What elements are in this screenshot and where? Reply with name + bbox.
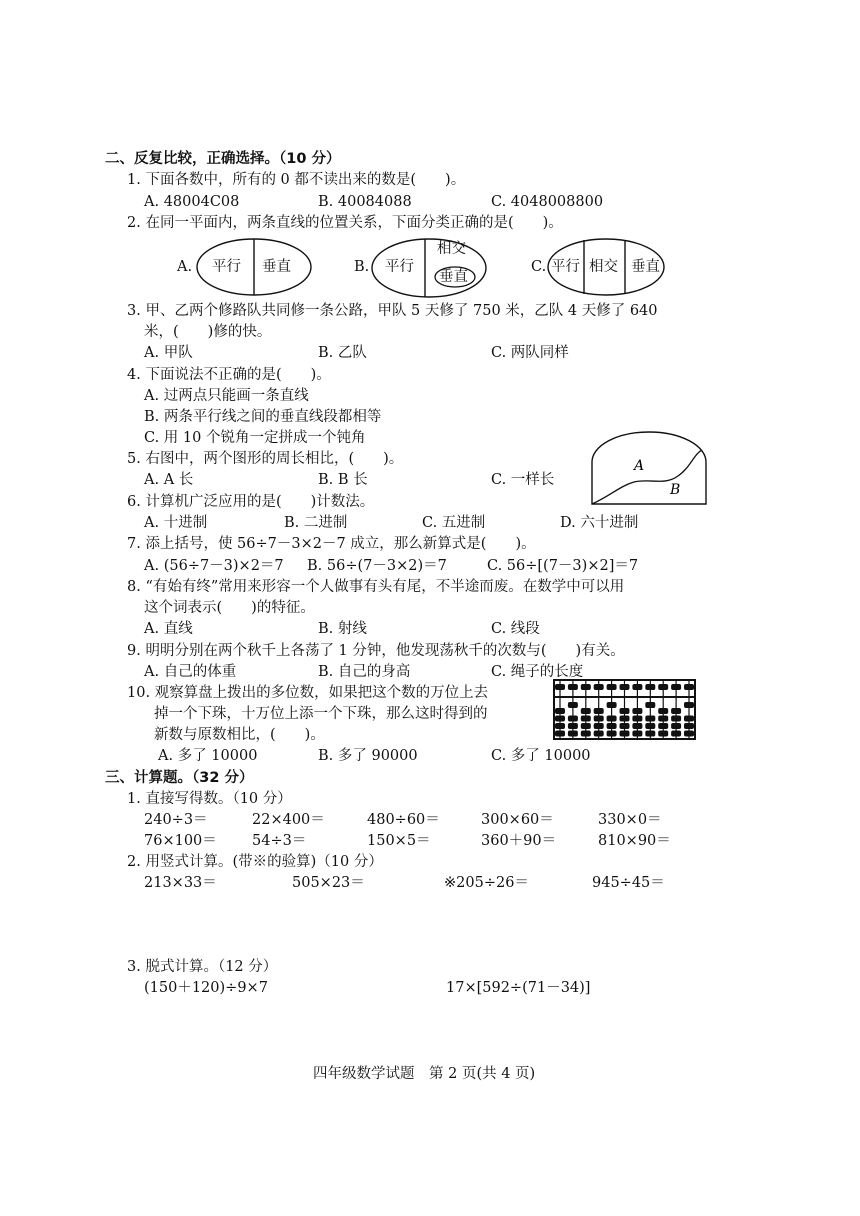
q9-stem: 9. 明明分别在两个秋千上各荡了 1 分钟，他发现荡秋千的次数与( )有关。 [127,643,625,659]
p1-r1-2: 22×400＝ [252,812,325,828]
q2-a-left: 平行 [212,259,241,275]
section2-title: 二、反复比较，正确选择。（10 分） [105,151,341,167]
abacus-lower-bead [632,731,642,737]
q3-option-c: C. 两队同样 [491,345,569,361]
p1-r2-1: 76×100＝ [144,833,217,849]
q4-stem: 4. 下面说法不正确的是( )。 [127,367,331,383]
p1-r1-3: 480÷60＝ [367,812,440,828]
q1-option-b: B. 40084088 [318,194,412,210]
abacus-lower-bead [568,731,578,737]
abacus-lower-bead [568,702,578,708]
abacus-lower-bead [594,723,604,729]
q8-line1: 8. “有始有终”常用来形容一个人做事有头有尾，不半途而废。在数学中可以用 [127,579,625,595]
q2-c-1: 平行 [551,259,580,275]
q2-b-top: 相交 [437,241,466,257]
q6-stem: 6. 计算机广泛应用的是( )计数法。 [127,494,375,510]
q2-a-right: 垂直 [262,259,291,275]
abacus-lower-bead [684,723,694,729]
section3-title: 三、计算题。（32 分） [105,770,254,786]
p1-r1-5: 330×0＝ [598,812,662,828]
abacus-upper-bead [671,684,681,690]
q9-option-b: B. 自己的身高 [318,664,411,680]
q4-option-a: A. 过两点只能画一条直线 [144,388,309,404]
p1-r1-4: 300×60＝ [481,812,554,828]
abacus-lower-bead [555,716,565,722]
q8-option-b: B. 射线 [318,621,367,637]
q8-option-a: A. 直线 [144,621,193,637]
p2-item-4: 945÷45＝ [592,875,665,891]
q10-option-c: C. 多了 10000 [491,748,591,764]
abacus-lower-bead [594,731,604,737]
q1-option-c: C. 4048008800 [491,194,604,210]
p2-item-2: 505×23＝ [292,875,365,891]
q6-option-c: C. 五进制 [422,515,486,531]
abacus-lower-bead [684,702,694,708]
abacus-lower-bead [632,716,642,722]
p1-r2-2: 54÷3＝ [252,833,307,849]
q5-figure-label-a: A [634,458,645,474]
p3-title: 3. 脱式计算。（12 分） [127,959,278,975]
q10-line1: 10. 观察算盘上拨出的多位数，如果把这个数的万位上去 [127,685,489,701]
abacus-lower-bead [684,731,694,737]
q5-figure [590,432,710,506]
q3-option-a: A. 甲队 [144,345,193,361]
p1-r1-1: 240÷3＝ [144,812,208,828]
q1-stem: 1. 下面各数中，所有的 0 都不读出来的数是( )。 [127,172,466,188]
p1-r2-3: 150×5＝ [367,833,431,849]
q7-option-c: C. 56÷[(7－3)×2]＝7 [487,558,639,574]
abacus-upper-bead [607,684,617,690]
q9-option-c: C. 绳子的长度 [491,664,584,680]
q2-c-3: 垂直 [631,259,660,275]
q5-option-b: B. B 长 [318,472,368,488]
q5-figure-label-b: B [670,482,681,498]
p1-title: 1. 直接写得数。（10 分） [127,791,292,807]
abacus-lower-bead [620,708,630,714]
q2-c-2: 相交 [589,259,618,275]
abacus-upper-bead [594,684,604,690]
p3-item-2: 17×[592÷(71－34)] [446,980,591,996]
q10-line3: 新数与原数相比，( )。 [154,727,325,743]
abacus-lower-bead [581,723,591,729]
abacus-lower-bead [671,708,681,714]
abacus-lower-bead [581,708,591,714]
abacus-lower-bead [658,723,668,729]
abacus-lower-bead [645,723,655,729]
q2-option-b-label: B. [354,259,370,275]
abacus-lower-bead [594,708,604,714]
q2-b-left: 平行 [385,259,414,275]
p1-r2-4: 360＋90＝ [481,833,557,849]
abacus-lower-bead [568,723,578,729]
p2-item-3: ※205÷26＝ [444,875,529,891]
abacus-lower-bead [568,716,578,722]
abacus-lower-bead [607,716,617,722]
q6-option-a: A. 十进制 [144,515,208,531]
abacus-lower-bead [620,723,630,729]
abacus-lower-bead [671,723,681,729]
abacus-lower-bead [620,716,630,722]
abacus-lower-bead [581,716,591,722]
q5-option-a: A. A 长 [144,472,194,488]
p3-item-1: (150＋120)÷9×7 [144,980,268,996]
abacus-lower-bead [607,723,617,729]
abacus-lower-bead [555,708,565,714]
q10-option-a: A. 多了 10000 [158,748,258,764]
q2-option-c-label: C. [531,259,547,275]
abacus-lower-bead [658,731,668,737]
q2-b-bottom: 垂直 [439,269,468,285]
q2-stem: 2. 在同一平面内，两条直线的位置关系，下面分类正确的是( )。 [127,215,563,231]
q4-option-c: C. 用 10 个锐角一定拼成一个钝角 [144,430,366,446]
q3-line1: 3. 甲、乙两个修路队共同修一条公路，甲队 5 天修了 750 米，乙队 4 天修了 640 [127,303,658,319]
q7-option-a: A. (56÷7－3)×2＝7 [144,558,284,574]
q8-option-c: C. 线段 [491,621,540,637]
abacus-lower-bead [671,716,681,722]
q6-option-d: D. 六十进制 [560,515,639,531]
abacus-lower-bead [671,731,681,737]
abacus-lower-bead [632,708,642,714]
q4-option-b: B. 两条平行线之间的垂直线段都相等 [144,409,382,425]
abacus-upper-bead [658,684,668,690]
p2-title: 2. 用竖式计算。(带※的验算)（10 分） [127,854,383,870]
q7-stem: 7. 添上括号，使 56÷7－3×2－7 成立，那么新算式是( )。 [127,536,536,552]
abacus-lower-bead [645,731,655,737]
abacus-upper-bead [581,684,591,690]
abacus-lower-bead [620,731,630,737]
abacus-upper-bead [620,684,630,690]
abacus-lower-bead [645,702,655,708]
abacus-lower-bead [607,702,617,708]
abacus-lower-bead [645,716,655,722]
q10-option-b: B. 多了 90000 [318,748,418,764]
abacus-lower-bead [555,731,565,737]
abacus-upper-bead [684,684,694,690]
q8-line2: 这个词表示( )的特征。 [144,600,315,616]
q3-option-b: B. 乙队 [318,345,367,361]
q3-line2: 米，( )修的快。 [144,324,272,340]
p1-r2-5: 810×90＝ [598,833,671,849]
abacus-lower-bead [555,723,565,729]
abacus-lower-bead [658,716,668,722]
abacus-upper-bead [555,684,565,690]
abacus-upper-bead [568,684,578,690]
q2-option-a-label: A. [177,259,193,275]
page-footer: 四年级数学试题 第 2 页(共 4 页) [313,1066,536,1082]
q7-option-b: B. 56÷(7－3×2)＝7 [307,558,447,574]
q6-option-b: B. 二进制 [284,515,348,531]
abacus-upper-bead [632,684,642,690]
abacus-figure [553,679,696,740]
abacus-lower-bead [658,708,668,714]
q1-option-a: A. 48004C08 [144,194,240,210]
abacus-lower-bead [607,731,617,737]
q5-option-c: C. 一样长 [491,472,555,488]
abacus-lower-bead [581,731,591,737]
abacus-lower-bead [594,716,604,722]
abacus-lower-bead [632,723,642,729]
q9-option-a: A. 自己的体重 [144,664,237,680]
p2-item-1: 213×33＝ [144,875,217,891]
abacus-upper-bead [645,684,655,690]
q10-line2: 掉一个下珠，十万位上添一个下珠，那么这时得到的 [154,706,488,722]
abacus-lower-bead [684,716,694,722]
q5-stem: 5. 右图中，两个图形的周长相比，( )。 [127,451,404,467]
